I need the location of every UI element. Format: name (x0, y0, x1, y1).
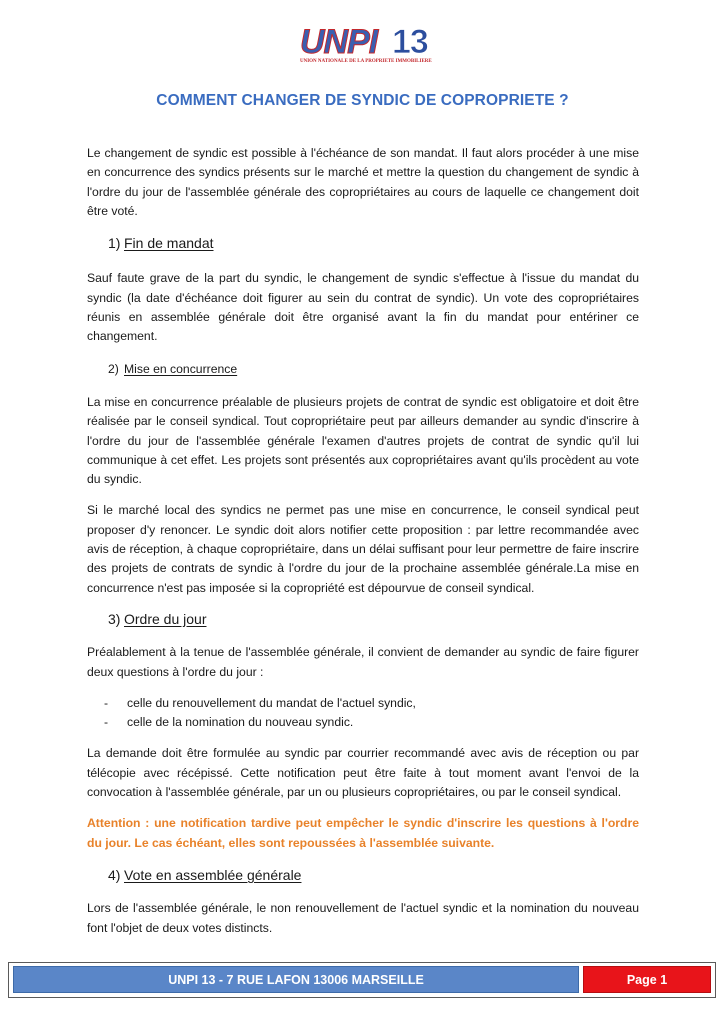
section-number: 3) (108, 610, 121, 627)
section-title: Fin de mandat (124, 235, 214, 252)
section-title: Mise en concurrence (124, 361, 238, 376)
section-title: Ordre du jour (124, 610, 207, 627)
bullet-dash: - (104, 695, 109, 710)
bullet-dash: - (104, 715, 109, 730)
list-item-text: celle du renouvellement du mandat de l'actuel syndic, (127, 695, 416, 710)
section-number: 1) (108, 235, 121, 252)
list-item-text: celle de la nomination du nouveau syndic. (127, 715, 354, 730)
section-3-intro: Préalablement à la tenue de l'assemblée générale, il convient de demander au syndic de faire figurer deux questions à l'ordre du jour : (87, 645, 639, 679)
section-number: 4) (108, 866, 121, 883)
section-title: Vote en assemblée générale (124, 866, 302, 883)
attention-note: Attention : une notification tardive peut empêcher le syndic d'inscrire les questions à l'ordre du jour. Le cas échéant, elles sont repoussées à l'assemblée suivante. (87, 816, 639, 850)
document-body (87, 144, 639, 938)
section-heading-4 (87, 866, 639, 885)
section-3-paragraph: La demande doit être formulée au syndic par courrier recommandé avec avis de réception ou par télécopie avec récépissé. Cette notification peut être faite à tout moment avant l'envoi de la convocation à l'assemblée générale, par un ou plusieurs copropriétaires, ou par le conseil syndical. (87, 746, 639, 800)
section-heading-2 (87, 360, 639, 379)
section-2-paragraph-2: Si le marché local des syndics ne permet pas une mise en concurrence, le conseil syndical peut proposer d'y renoncer. Le syndic doit alors notifier cette proposition : par lettre recommandée avec avis de réception, à chaque copropriétaire, dans un délai suffisant pour leur permettre de faire inscrire des projets de contrats de syndic à l'ordre du jour de la prochaine assemblée générale.La mise en concurrence n'est pas imposée si la copropriété est dépourvue de conseil syndical. (87, 503, 639, 595)
unpi-logo (298, 22, 440, 66)
footer-address: UNPI 13 - 7 RUE LAFON 13006 MARSEILLE (13, 966, 579, 993)
section-heading-1 (87, 234, 639, 253)
logo-subtitle: UNION NATIONALE DE LA PROPRIETE IMMOBILIERE (300, 59, 432, 64)
unpi-logo-graphic (298, 22, 440, 66)
footer-page-number: Page 1 (583, 966, 711, 993)
section-number: 2) (108, 361, 119, 376)
list-item (87, 694, 639, 713)
section-2-paragraph-1: La mise en concurrence préalable de plusieurs projets de contrat de syndic est obligatoire et doit être réalisée par le conseil syndical. Tout copropriétaire peut par ailleurs demander au syndic d'inscrire à l'ordre du jour de l'assemblée générale l'examen d'autres projets de contrat de syndic qu'il lui communique à cet effet. Les projets sont présentés aux copropriétaires avant qu'ils procèdent au vote du syndic. (87, 394, 639, 487)
section-heading-3 (87, 610, 639, 629)
ordre-du-jour-list (87, 694, 639, 733)
logo-13-text: 13 (392, 23, 428, 61)
page-title: COMMENT CHANGER DE SYNDIC DE COPROPRIETE ? (156, 92, 569, 109)
list-item (87, 713, 639, 732)
intro-paragraph: Le changement de syndic est possible à l'échéance de son mandat. Il faut alors procéder à une mise en concurrence des syndics présents sur le marché et mettre la question du changement de syndic à l'ordre du jour de l'assemblée générale des copropriétaires au cours de laquelle ce changement doit être voté. (87, 146, 639, 218)
logo-unpi-text: UNPI (300, 23, 378, 61)
section-4-paragraph: Lors de l'assemblée générale, le non renouvellement de l'actuel syndic et la nomination du nouveau font l'objet de deux votes distincts. (87, 901, 639, 935)
section-1-paragraph: Sauf faute grave de la part du syndic, le changement de syndic s'effectue à l'issue du mandat du syndic (la date d'échéance doit figurer au sein du contrat de syndic). Un vote des copropriétaires réunis en assemblée générale doit être organisé avant la fin du mandat pour entériner ce changement. (87, 271, 639, 344)
